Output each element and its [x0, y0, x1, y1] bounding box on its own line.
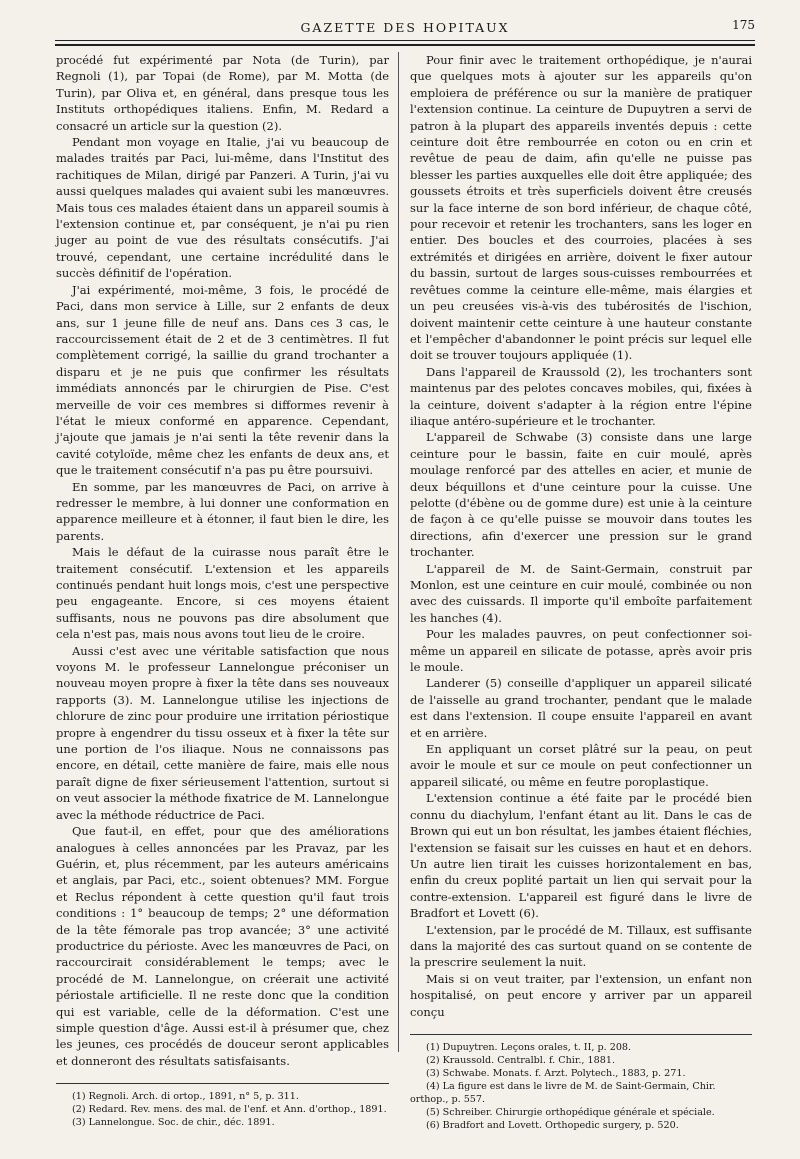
- paragraph: En appliquant un corset plâtré sur la peau, on peut avoir le moule et sur ce moule on peut confectionner un appareil silicaté, ou même en feutre poroplastique.: [410, 742, 752, 789]
- paragraph: L'extension continue a été faite par le procédé bien connu du diachylum, l'enfant étant au lit. Dans le cas de Brown qui eut un bon résultat, les jambes étaient fléchies, l'extension se faisait sur les cuisses en haut et en dehors. Un autre lien tirait les cuisses horizontalement en bas, enfin du creux poplité partait un lien qui servait pour la contre-extension. L'appareil est figuré dans le livre de Bradfort et Lovett (6).: [410, 791, 752, 921]
- paragraph: Pour les malades pauvres, on peut confectionner soi-même un appareil en silicate de potasse, après avoir pris le moule.: [410, 627, 752, 675]
- paragraph: L'appareil de Schwabe (3) consiste dans une large ceinture pour le bassin, faite en cuir moulé, après moulage renforcé par des attelles en acier, et munie de deux béquillons et d'une ceinture pour la cuisse. Une pelotte (d'ébène ou de gomme dure) est unie à la ceinture de façon à ce qu'elle puisse se mouvoir dans toutes les directions, afin d'exercer une pression sur le grand trochanter.: [410, 430, 752, 560]
- page-header: [55, 14, 755, 36]
- paragraph: L'extension, par le procédé de M. Tillaux, est suffisante dans la majorité des cas surtout quand on se contente de la prescrire seulement la nuit.: [410, 922, 752, 970]
- paragraph: L'appareil de M. de Saint-Germain, construit par Monlon, est une ceinture en cuir moulé, combinée ou non avec des cuissards. Il importe qu'il emboîte parfaitement les hanches (4).: [410, 561, 752, 625]
- footnote: (5) Schreiber. Chirurgie orthopédique générale et spéciale.: [426, 1106, 715, 1118]
- footnote: (4) La figure est dans le livre de M. de Saint-Germain, Chir. orthop., p. 557.: [410, 1080, 716, 1105]
- paragraph: Landerer (5) conseille d'appliquer un appareil silicaté de l'aisselle au grand trochanter, pendant que le malade est dans l'extension. Il coupe ensuite l'appareil en avant et en arrière.: [410, 676, 752, 740]
- journal-title: GAZETTE DES HOPITAUX: [300, 20, 510, 35]
- footnote: (2) Kraussold. Centralbl. f. Chir., 1881.: [426, 1054, 615, 1066]
- paragraph: procédé fut expérimenté par Nota (de Turin), par Regnoli (1), par Topai (de Rome), par M. Motta (de Turin), par Oliva et, en général, dans presque tous les Instituts orthopédiques italiens. Enfin, M. Redard a consacré un article sur la question (2).: [56, 53, 389, 133]
- footnote-rule: [56, 1083, 389, 1084]
- paragraph: Aussi c'est avec une véritable satisfaction que nous voyons M. le professeur Lannelongue préconiser un nouveau moyen propre à fixer la tête dans ses nouveaux rapports (3). M. Lannelongue utilise les injections de chlorure de zinc pour produire une irritation périostique propre à engendrer du tissu osseux et à fixer la tête sur une portion de l'os iliaque. Nous ne connaissons pas encore, en détail, cette manière de faire, mais elle nous paraît digne de fixer sérieusement l'attention, surtout si on veut associer la méthode fixatrice de M. Lannelongue avec la méthode réductrice de Paci.: [56, 643, 389, 822]
- footnote-rule: [410, 1034, 752, 1035]
- footnote: (3) Lannelongue. Soc. de chir., déc. 1891.: [72, 1117, 275, 1129]
- paragraph: J'ai expérimenté, moi-même, 3 fois, le procédé de Paci, dans mon service à Lille, sur 2 enfants de deux ans, sur 1 jeune fille de neuf ans. Dans ces 3 cas, le raccourcissement était de 2 et de 3 centimètres. Il fut complètement corrigé, la saillie du grand trochanter a disparu et je ne puis que confirmer les résultats immédiats annoncés par le chirurgien de Pise. C'est merveille de voir ces membres si difformes revenir à l'état le mieux conformé en apparence. Cependant, j'ajoute que jamais je n'ai senti la tête revenir dans la cavité cotyloïde, même chez les enfants de deux ans, et que le traitement consécutif n'a pas pu être poursuivi.: [56, 282, 389, 478]
- paragraph: Mais si on veut traiter, par l'extension, un enfant non hospitalisé, on peut encore y arriver par un appareil conçu: [410, 971, 752, 1019]
- page-number: 175: [732, 18, 755, 32]
- left-column: [56, 52, 389, 1129]
- header-rule-thin: [55, 40, 755, 41]
- paragraph: Pendant mon voyage en Italie, j'ai vu beaucoup de malades traités par Paci, lui-même, dans l'Institut des rachitiques de Milan, dirigé par Panzeri. A Turin, j'ai vu aussi quelques malades qui avaient subi les manœuvres. Mais tous ces malades étaient dans un appareil soumis à l'extension continue et, par conséquent, je n'ai pu rien juger au point de vue des résultats consécutifs. J'ai trouvé, cependant, une certaine incrédulité dans le succès définitif de l'opération.: [56, 135, 389, 281]
- paragraph: Que faut-il, en effet, pour que des améliorations analogues à celles annoncées par les Pravaz, par les Guérin, et, plus récemment, par les auteurs américains et anglais, par Paci, etc., soient obtenues? MM. Forgue et Reclus répondent à cette question qu'il faut trois conditions : 1° beaucoup de temps; 2° une déformation de la tête fémorale pas trop avancée; 3° une activité productrice du périoste. Avec les manœuvres de Paci, on raccourcirait considérablement le temps; avec le procédé de M. Lannelongue, on créerait une activité périostale artificielle. Il ne reste donc que la condition qui est variable, celle de la déformation. C'est une simple question d'âge. Aussi est-il à présumer que, chez les jeunes, ces procédés de douceur seront applicables et donneront des résultats satisfaisants.: [56, 824, 389, 1068]
- right-column: [410, 52, 752, 1132]
- footnote: (2) Redard. Rev. mens. des mal. de l'enf. et Ann. d'orthop., 1891.: [72, 1104, 387, 1116]
- footnote: (3) Schwabe. Monats. f. Arzt. Polytech., 1883, p. 271.: [426, 1067, 686, 1079]
- footnote: (6) Bradfort and Lovett. Orthopedic surgery, p. 520.: [426, 1119, 679, 1131]
- paragraph: Dans l'appareil de Kraussold (2), les trochanters sont maintenus par des pelotes concaves mobiles, qui, fixées à la ceinture, doivent s'adapter à la région entre l'épine iliaque antéro-supérieure et le trochanter.: [410, 364, 752, 428]
- footnote: (1) Regnoli. Arch. di ortop., 1891, n° 5, p. 311.: [72, 1091, 299, 1103]
- column-divider: [398, 52, 399, 1052]
- header-rule-thick: [55, 44, 755, 46]
- paragraph: En somme, par les manœuvres de Paci, on arrive à redresser le membre, à lui donner une conformation en apparence meilleure et à étonner, il faut bien le dire, les parents.: [56, 479, 389, 543]
- footnote: (1) Dupuytren. Leçons orales, t. II, p. 208.: [426, 1041, 632, 1053]
- paragraph: Pour finir avec le traitement orthopédique, je n'aurai que quelques mots à ajouter sur les appareils qu'on emploiera de préférence ou sur la manière de pratiquer l'extension continue. La ceinture de Dupuytren a servi de patron à la plupart des appareils inventés depuis : cette ceinture doit être rembourrée en coton ou en crin et revêtue de peau de daim, afin qu'elle ne puisse pas blesser les parties auxquelles elle doit être appliquée; des goussets étroits et très superficiels doivent être creusés sur la face interne de son bord inférieur, de chaque côté, pour recevoir et retenir les trochanters, sans les loger en entier. Des boucles et des courroies, placées à ses extrémités et dirigées en arrière, doivent le fixer autour du bassin, surtout de larges sous-cuisses rembourrées et revêtues comme la ceinture elle-même, mais élargies et un peu creusées vis-à-vis des tubérosités de l'ischion, doivent maintenir cette ceinture à une hauteur constante et l'empêcher d'abandonner le point précis sur lequel elle doit se trouver toujours appliquée (1).: [410, 53, 752, 363]
- paragraph: Mais le défaut de la cuirasse nous paraît être le traitement consécutif. L'extension et les appareils continués pendant huit longs mois, c'est une perspective peu engageante. Encore, si ces moyens étaient suffisants, nous ne pouvons pas dire absolument que cela n'est pas, mais nous avons tout lieu de le croire.: [56, 545, 389, 642]
